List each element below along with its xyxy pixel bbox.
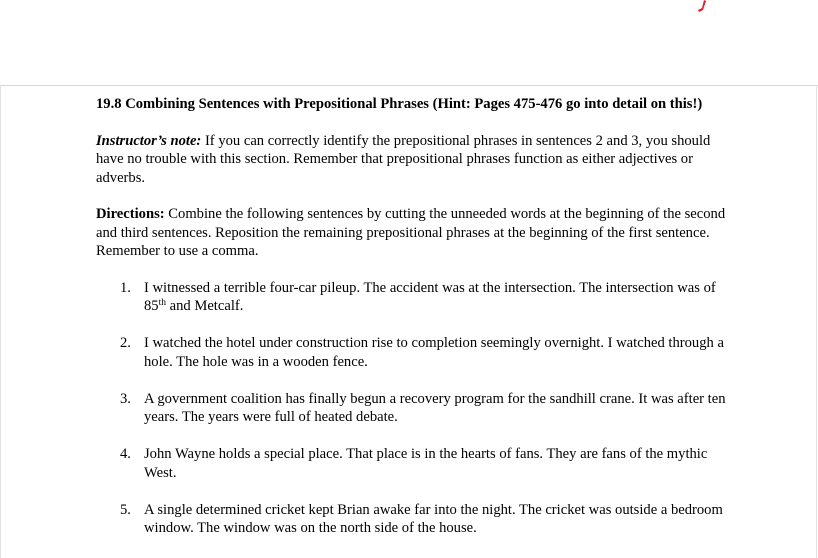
item-superscript: th [158, 298, 166, 308]
toolbar-area [0, 0, 818, 85]
list-item [96, 445, 726, 482]
item-number: 2. [120, 335, 131, 351]
item-text-end: and Metcalf. [165, 298, 244, 314]
directions-text: Combine the following sentences by cutting the unneeded words at the beginning of the second and third sentences. Reposition the remaining prepositional phrases at the beginning of the first sentence. Remember to use a comma. [96, 206, 726, 259]
directions-label: Directions: [96, 206, 165, 222]
document-page [96, 95, 726, 556]
list-item [96, 390, 726, 427]
page-edge-right [816, 85, 817, 558]
item-number: 3. [120, 390, 131, 407]
item-number: 4. [120, 446, 131, 462]
list-item [96, 334, 726, 371]
list-item [96, 279, 726, 316]
item-text: John Wayne holds a special place. That place is in the hearts of fans. They are fans of the mythic West. [144, 446, 708, 481]
instructor-note [96, 132, 726, 188]
item-number: 5. [120, 501, 131, 518]
red-mark-icon [697, 0, 707, 13]
item-text: A government coalition has finally begun a recovery program for the sandhill crane. It was after ten years. The years were full of heated debate. [144, 390, 726, 425]
section-heading: 19.8 Combining Sentences with Prepositional Phrases (Hint: Pages 475-476 go into detail on this!) [96, 96, 703, 112]
item-text: I watched the hotel under construction rise to completion seemingly overnight. I watched through a hole. The hole was in a wooden fence. [144, 335, 724, 370]
instructor-note-text: If you can correctly identify the prepositional phrases in sentences 2 and 3, you should have no trouble with this section. Remember that prepositional phrases function as either adjectives or adverbs. [96, 132, 711, 186]
instructor-note-label: Instructor’s note: [96, 132, 202, 149]
item-text: A single determined cricket kept Brian awake far into the night. The cricket was outside a bedroom window. The window was on the north side of the house. [144, 501, 723, 536]
exercise-list [96, 279, 726, 538]
page-edge-left [0, 85, 1, 558]
list-item [96, 501, 726, 538]
divider [0, 85, 818, 86]
item-number: 1. [120, 279, 131, 296]
item-text: I witnessed a terrible four-car pileup. The accident was at the intersection. The intersection was of 85 [144, 279, 716, 314]
directions [96, 205, 726, 261]
